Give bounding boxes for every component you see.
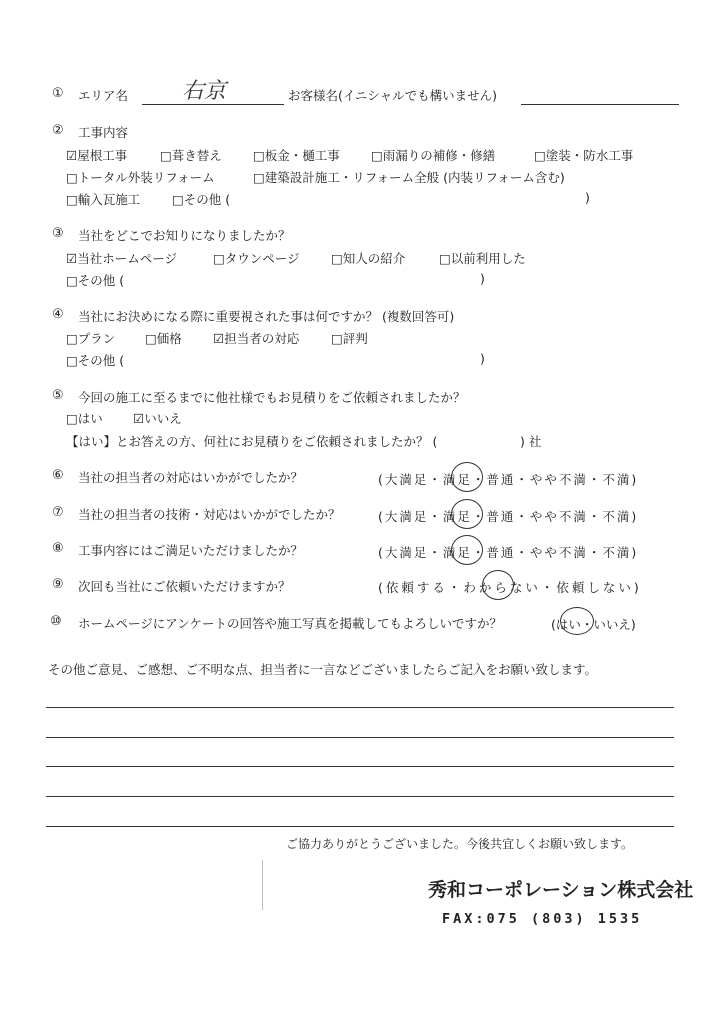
q5-opt-no[interactable]: ☑いいえ [133,411,182,426]
q4-title: 当社にお決めになる際に重要視された事は何ですか？ (複数回答可) [78,309,455,324]
q2-other-close: ) [585,190,590,205]
comment-line[interactable] [46,826,674,827]
q3-number: ③ [52,226,64,241]
q9-answer-circle [482,570,514,600]
q2-opt-total-exterior[interactable]: □トータル外装リフォーム [66,170,215,185]
q4-opt-price[interactable]: □価格 [145,331,182,346]
q2-opt-sheetmetal[interactable]: □板金・樋工事 [253,148,340,163]
q2-opt-paint-waterproof[interactable]: □塗装・防水工事 [534,148,634,163]
q7-scale[interactable]: (大満足・満足・普通・やや不満・不満) [378,509,639,524]
q6-title: 当社の担当者の対応はいかがでしたか？ [78,470,304,485]
q6-number: ⑥ [52,468,64,483]
q9-scale[interactable]: (依頼する・わからない・依頼しない) [378,580,642,595]
area-underline [142,104,284,105]
q2-number: ② [52,123,64,138]
q2-title: 工事内容 [78,125,129,140]
q3-other-close: ) [480,271,485,286]
q10-scale[interactable]: (はい・いいえ) [551,617,636,632]
fax-number: FAX:075 (803) 1535 [442,911,643,927]
q5-title: 今回の施工に至るまでに他社様でもお見積りをご依頼されましたか？ [78,390,466,405]
customer-name-underline [521,104,679,105]
scan-artifact-line [262,860,263,910]
q4-opt-reputation[interactable]: □評判 [331,331,368,346]
q2-opt-design-build[interactable]: □建築設計施工・リフォーム全般 (内装リフォーム含む) [253,170,565,185]
q2-opt-other[interactable]: □その他 ( [172,192,231,207]
q10-title: ホームページにアンケートの回答や施工写真を掲載してもよろしいですか？ [78,616,503,631]
comment-line[interactable] [46,766,674,767]
q2-opt-reroof[interactable]: □葺き替え [160,148,222,163]
q1-number: ① [52,86,64,101]
comment-line[interactable] [46,737,674,738]
comment-line[interactable] [46,796,674,797]
q3-opt-townpage[interactable]: □タウンページ [213,251,300,266]
q8-scale[interactable]: (大満足・満足・普通・やや不満・不満) [378,545,639,560]
q9-number: ⑨ [52,577,64,592]
q4-opt-other[interactable]: □その他 ( [66,353,125,368]
q3-opt-previous[interactable]: □以前利用した [439,251,526,266]
area-label: エリア名 [78,88,129,103]
comments-prompt: その他ご意見、ご感想、ご不明な点、担当者に一言などございましたらご記入をお願い致します。 [48,662,598,677]
thanks-message: ご協力ありがとうございました。今後共宜しくお願い致します。 [286,837,634,851]
q3-opt-referral[interactable]: □知人の紹介 [331,251,406,266]
customer-name-label: お客様名(イニシャルでも構いません) [288,88,498,103]
q2-opt-roof[interactable]: ☑屋根工事 [66,148,128,163]
q5-number: ⑤ [52,388,64,403]
q5-followup-close: ) 社 [520,434,542,449]
q3-opt-other[interactable]: □その他 ( [66,273,125,288]
q4-number: ④ [52,307,64,322]
q7-answer-circle [451,499,483,529]
q3-opt-homepage[interactable]: ☑当社ホームページ [66,251,177,266]
q10-answer-circle [560,607,594,635]
q5-followup: 【はい】とお答えの方、何社にお見積りをご依頼されましたか？ ( [66,434,438,449]
q2-opt-leak-repair[interactable]: □雨漏りの補修・修繕 [371,148,496,163]
q8-number: ⑧ [52,541,64,556]
q7-title: 当社の担当者の技術・対応はいかがでしたか？ [78,507,341,522]
comment-line[interactable] [46,707,674,708]
q8-answer-circle [451,535,483,565]
area-value: 右京 [182,79,227,104]
q10-number: ⑩ [50,614,62,629]
q4-opt-staff[interactable]: ☑担当者の対応 [213,331,300,346]
q6-answer-circle [451,462,483,492]
q3-title: 当社をどこでお知りになりましたか？ [78,228,291,243]
q2-opt-imported-tile[interactable]: □輸入瓦施工 [66,192,141,207]
q4-opt-plan[interactable]: □プラン [66,331,116,346]
q8-title: 工事内容にはご満足いただけましたか？ [78,543,304,558]
q6-scale[interactable]: (大満足・満足・普通・やや不満・不満) [378,472,639,487]
company-name: 秀和コーポレーション株式会社 [428,879,694,901]
q9-title: 次回も当社にご依頼いただけますか？ [78,579,291,594]
q4-other-close: ) [480,351,485,366]
q7-number: ⑦ [52,505,64,520]
q5-opt-yes[interactable]: □はい [66,411,103,426]
